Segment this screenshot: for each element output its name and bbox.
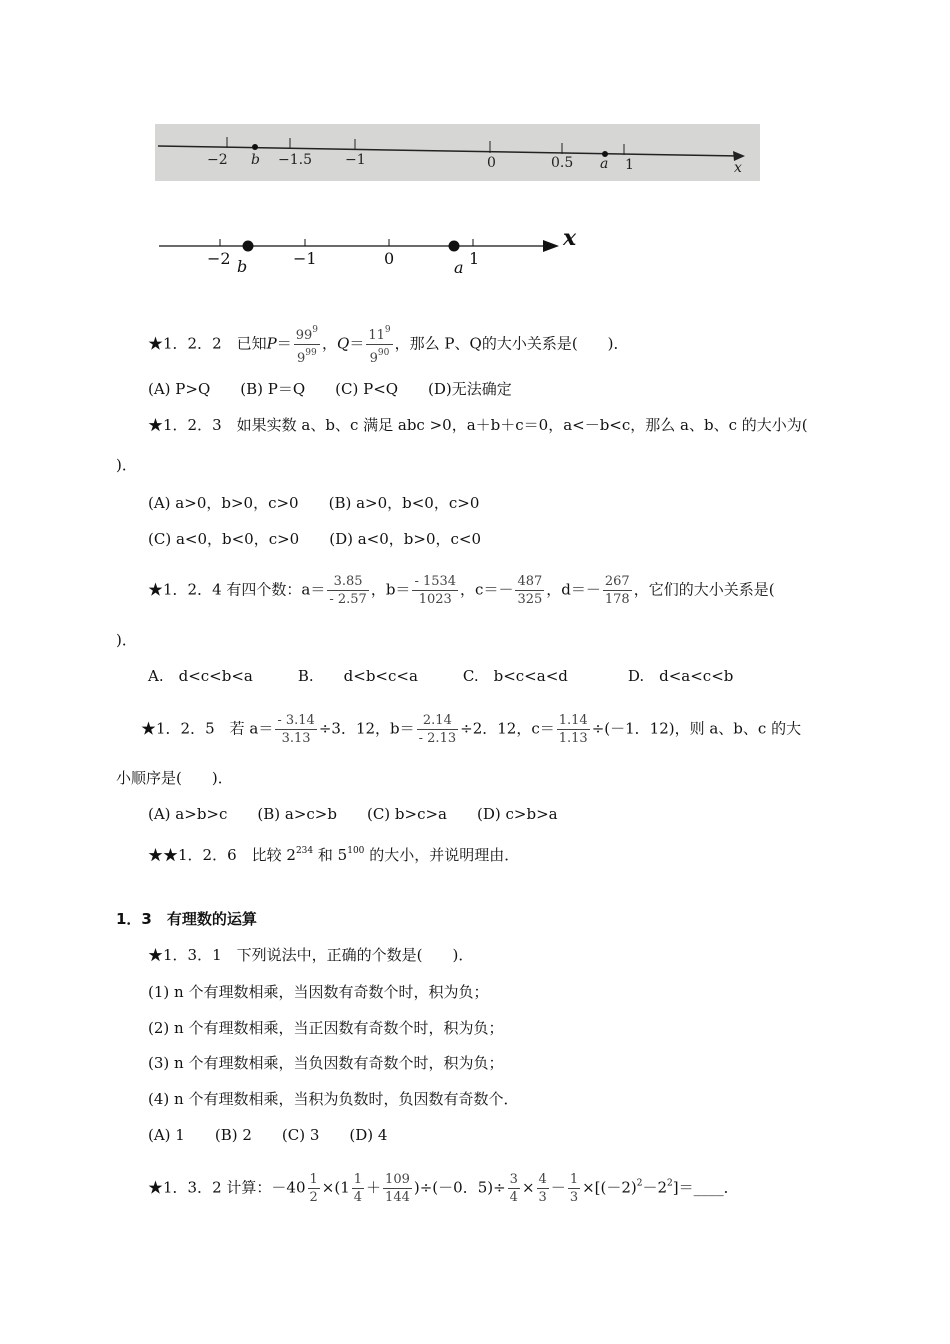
- q132-m6: ×[(－2): [582, 1178, 637, 1197]
- q124-d-den: 178: [604, 592, 630, 607]
- photo-point-b: b: [251, 152, 260, 168]
- q132-m4: ×: [521, 1178, 535, 1197]
- q132-m2: ＋: [366, 1178, 382, 1197]
- photo-tick-1: 1: [625, 157, 634, 173]
- q132-f2-num: 1: [353, 1172, 363, 1187]
- q125-a-tail: ÷3．12，b＝: [318, 719, 415, 738]
- q125-options: (A) a>b>c (B) a>c>b (C) b>c>a (D) c>b>a: [148, 805, 558, 823]
- q131-statement-3: (3) n 个有理数相乘，当负因数有奇数个时，积为负；: [148, 1054, 504, 1072]
- q124-tail: ，它们的大小关系是(: [633, 580, 775, 599]
- q125-c-tail: ÷(－1．12)，则 a、b、c 的大: [591, 719, 802, 738]
- q124-c-pre: ，c＝－: [460, 580, 514, 599]
- q132-f5-num: 4: [538, 1172, 547, 1187]
- q132-frac-6: [568, 1171, 580, 1206]
- q131-statement-1: (1) n 个有理数相乘，当因数有奇数个时，积为负；: [148, 983, 489, 1001]
- q124-d-num: 267: [604, 574, 630, 589]
- q122-eq1: ＝: [276, 334, 292, 353]
- q132-e1: 2: [636, 1178, 643, 1189]
- q132-tail: ]＝____．: [672, 1178, 739, 1197]
- section-heading: 1．3 有理数的运算: [116, 910, 257, 928]
- q132-m5: －: [550, 1178, 566, 1197]
- q124-b-num: - 1534: [414, 574, 457, 589]
- q125-b-tail: ÷2．12，c＝: [460, 719, 555, 738]
- q125-c-den: 1.13: [558, 731, 588, 746]
- q125-b-den: - 2.13: [418, 731, 457, 746]
- q126-exp2: 100: [347, 846, 365, 856]
- question-1-3-2: [148, 1171, 739, 1206]
- q124-a-num: 3.85: [327, 573, 368, 591]
- photo-tick-neg2: −2: [207, 152, 228, 168]
- q122-p-den: 9: [297, 351, 306, 366]
- q122-q-den-exp: 90: [377, 348, 390, 358]
- q122-frac-q: [366, 322, 392, 367]
- q122-prefix: ★1．2．2 已知: [148, 334, 267, 353]
- q124-d-pre: ，d＝－: [546, 580, 601, 599]
- question-1-2-6: [148, 841, 519, 865]
- photo-axis-x: x: [734, 160, 742, 176]
- label-b: b: [237, 257, 248, 276]
- q125-frac-a: [275, 712, 316, 747]
- q125-cont: 小顺序是( )．: [116, 769, 233, 787]
- q132-e2: 2: [667, 1178, 673, 1189]
- photo-tick-0: 0: [487, 155, 496, 171]
- q125-frac-c: [557, 712, 590, 747]
- q122-eq2: ＝: [349, 334, 365, 353]
- q132-f2-den: 4: [353, 1190, 363, 1205]
- axis-label-x: x: [563, 225, 577, 251]
- q126-mid: 和 5: [313, 846, 348, 864]
- q124-cont: )．: [116, 631, 137, 649]
- q122-q-den: 9: [369, 351, 378, 366]
- q122-p: P: [266, 334, 277, 353]
- q123-options-1: (A) a>0，b>0，c>0 (B) a>0，b<0，c>0: [148, 494, 480, 512]
- q132-frac-1: [308, 1171, 320, 1206]
- q132-prefix: ★1．3．2 计算：－40: [148, 1178, 306, 1197]
- q132-f4-num: 3: [509, 1172, 518, 1187]
- q131-options: (A) 1 (B) 2 (C) 3 (D) 4: [148, 1126, 388, 1144]
- q122-sep: ，: [322, 334, 338, 353]
- q123-options-2: (C) a<0，b<0，c>0 (D) a<0，b>0，c<0: [148, 530, 482, 548]
- q125-c-num: 1.14: [558, 713, 588, 728]
- q132-f1-den: 2: [309, 1190, 318, 1205]
- q122-frac-p: [294, 322, 320, 367]
- q124-frac-d: [603, 573, 632, 608]
- q124-frac-a: [327, 573, 368, 608]
- photo-tick-neg1: −1: [345, 152, 366, 168]
- tick-neg1: −1: [293, 249, 317, 268]
- q124-c-num: 487: [517, 574, 543, 589]
- point-b: [243, 241, 254, 252]
- q132-m1: ×(1: [321, 1178, 350, 1197]
- q131-statement-4: (4) n 个有理数相乘，当积为负数时，负因数有奇数个．: [148, 1090, 519, 1108]
- q124-options: A. d<c<b<a B. d<b<c<a C. b<c<a<d D. d<a<c<b: [148, 667, 734, 685]
- photo-tick-neg1-5: −1.5: [278, 152, 312, 168]
- q124-b-pre: ，b＝: [370, 580, 411, 599]
- q124-c-den: 325: [517, 592, 543, 607]
- q125-a-den: 3.13: [281, 731, 311, 746]
- tick-neg2: −2: [207, 249, 231, 268]
- question-1-2-2: [148, 322, 629, 367]
- q132-frac-2: [352, 1171, 364, 1206]
- q132-f1-num: 1: [309, 1172, 318, 1187]
- q125-a-num: - 3.14: [277, 713, 315, 728]
- q123-cont: )．: [116, 456, 137, 474]
- q132-f3-num: 109: [385, 1172, 410, 1187]
- q122-options: (A) P>Q (B) P＝Q (C) P<Q (D)无法确定: [148, 380, 512, 398]
- q125-b-num: 2.14: [417, 712, 458, 730]
- label-a: a: [454, 258, 464, 277]
- q124-b-den: 1023: [418, 592, 452, 607]
- q132-frac-5: [537, 1171, 549, 1206]
- q122-q-num: 11: [368, 328, 385, 343]
- q124-a-den: - 2.57: [329, 592, 367, 607]
- photo-point-a: a: [600, 156, 609, 172]
- q126-prefix: ★★1．2．6 比较 2: [148, 846, 296, 864]
- q122-p-num-exp: 9: [312, 325, 319, 335]
- q122-tail: ，那么 P、Q的大小关系是( )．: [394, 334, 629, 353]
- q132-f5-den: 3: [538, 1190, 547, 1205]
- q124-frac-c: [515, 573, 544, 608]
- number-line-photo-axis: [155, 124, 760, 181]
- q125-prefix: ★1．2．5 若 a＝: [141, 719, 274, 738]
- question-1-2-5: [141, 712, 801, 747]
- q122-q: Q: [337, 334, 350, 353]
- q122-p-num: 99: [295, 328, 313, 343]
- q132-m7: －2: [642, 1178, 668, 1197]
- point-a: [449, 241, 460, 252]
- tick-0: 0: [384, 249, 395, 268]
- q132-f4-den: 4: [509, 1190, 518, 1205]
- q132-frac-3: [383, 1171, 412, 1206]
- q124-prefix: ★1．2．4 有四个数：a＝: [148, 580, 326, 599]
- number-line-photo: [155, 124, 760, 181]
- q126-tail: 的大小，并说明理由．: [364, 846, 520, 864]
- question-1-3-1: ★1．3．1 下列说法中，正确的个数是( )．: [148, 946, 474, 964]
- photo-tick-0-5: 0.5: [551, 155, 574, 171]
- tick-1: 1: [469, 249, 480, 268]
- number-line: [155, 225, 595, 285]
- q132-f6-den: 3: [569, 1190, 579, 1205]
- q132-m3: )÷(－0．5)÷: [413, 1178, 506, 1197]
- question-1-2-3: ★1．2．3 如果实数 a、b、c 满足 abc >0，a＋b＋c＝0，a<－b<c，那么 a、b、c 的大小为(: [148, 416, 808, 434]
- q132-frac-4: [508, 1171, 520, 1206]
- q132-f6-num: 1: [569, 1172, 579, 1187]
- q122-p-den-exp: 99: [305, 348, 317, 358]
- question-1-2-4: [148, 573, 775, 608]
- q122-q-num-exp: 9: [384, 325, 391, 335]
- q132-f3-den: 144: [385, 1190, 410, 1205]
- q126-exp1: 234: [295, 846, 314, 856]
- q131-statement-2: (2) n 个有理数相乘，当正因数有奇数个时，积为负；: [148, 1019, 504, 1037]
- q124-frac-b: [412, 573, 458, 608]
- q125-frac-b: [417, 712, 458, 747]
